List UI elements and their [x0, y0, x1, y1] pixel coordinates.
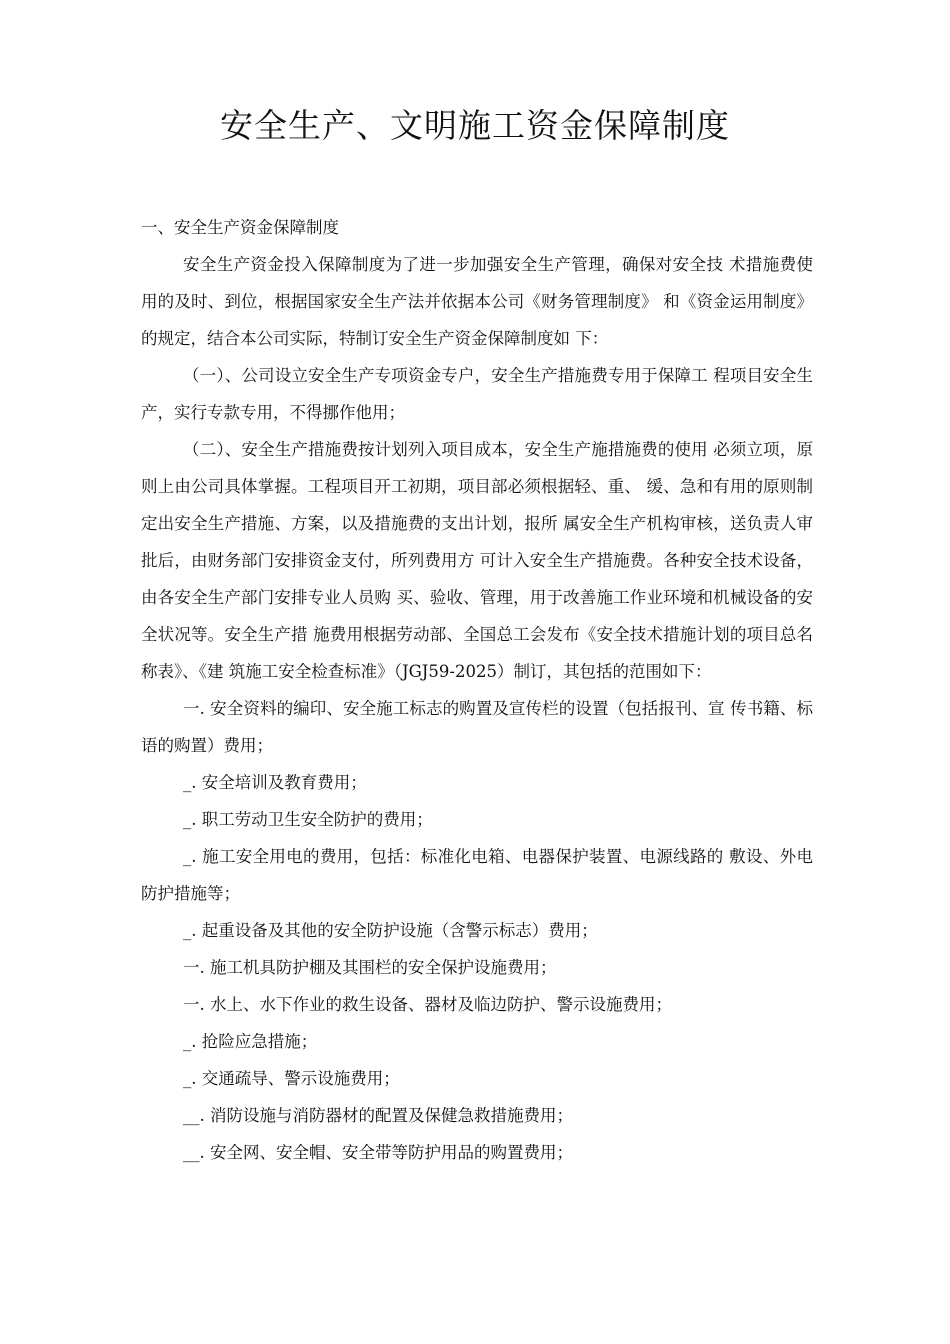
section-heading: 一、安全生产资金保障制度 — [141, 218, 339, 237]
document-title: 安全生产、文明施工资金保障制度 — [220, 106, 730, 145]
list-item: _. 交通疏导、警示设施费用； — [183, 1069, 400, 1088]
list-item: _. 抢险应急措施； — [183, 1032, 318, 1051]
paragraph-clause-1: （一）、公司设立安全生产专项资金专户，安全生产措施费专用于保障工 程项目安全生产，实行专款专用，不得挪作他用； — [141, 366, 813, 422]
list-item: 一. 安全资料的编印、安全施工标志的购置及宣传栏的设置（包括报刊、宣 传书籍、标语的购置）费用； — [141, 699, 813, 755]
list-item: 一. 施工机具防护棚及其围栏的安全保护设施费用； — [183, 958, 557, 977]
list-item: _. 施工安全用电的费用，包括：标准化电箱、电器保护装置、电源线路的 敷设、外电防护措施等； — [141, 847, 813, 903]
list-item: __. 安全网、安全帽、安全带等防护用品的购置费用； — [183, 1143, 573, 1162]
list-item: 一. 水上、水下作业的救生设备、器材及临边防护、警示设施费用； — [183, 995, 672, 1014]
list-item: _. 安全培训及教育费用； — [183, 773, 367, 792]
document-body — [141, 209, 813, 1171]
list-item: __. 消防设施与消防器材的配置及保健急救措施费用； — [183, 1106, 573, 1125]
list-item: _. 起重设备及其他的安全防护设施（含警示标志）费用； — [183, 921, 598, 940]
paragraph-intro: 安全生产资金投入保障制度为了进一步加强安全生产管理，确保对安全技 术措施费使用的及时、到位，根据国家安全生产法并依据本公司《财务管理制度》 和《资金运用制度》的规定，结合本公司实际，特制订安全生产资金保障制度如 下： — [141, 255, 813, 348]
paragraph-clause-2: （二）、安全生产措施费按计划列入项目成本，安全生产施措施费的使用 必须立项，原则上由公司具体掌握。工程项目开工初期，项目部必须根据轻、重、 缓、急和有用的原则制定出安全生产措施、方案，以及措施费的支出计划，报所 属安全生产机构审核，送负责人审批后，由财务部门安排资金支付，所列费用方 可计入安全生产措施费。各种安全技术设备，由各安全生产部门安排专业人员购 买、验收、管理，用于改善施工作业环境和机械设备的安全状况等。安全生产措 施费用根据劳动部、全国总工会发布《安全技术措施计划的项目总名称表》、《建 筑施工安全检查标准》（JGJ59-2025）制订，其包括的范围如下： — [141, 440, 813, 681]
list-item: _. 职工劳动卫生安全防护的费用； — [183, 810, 433, 829]
